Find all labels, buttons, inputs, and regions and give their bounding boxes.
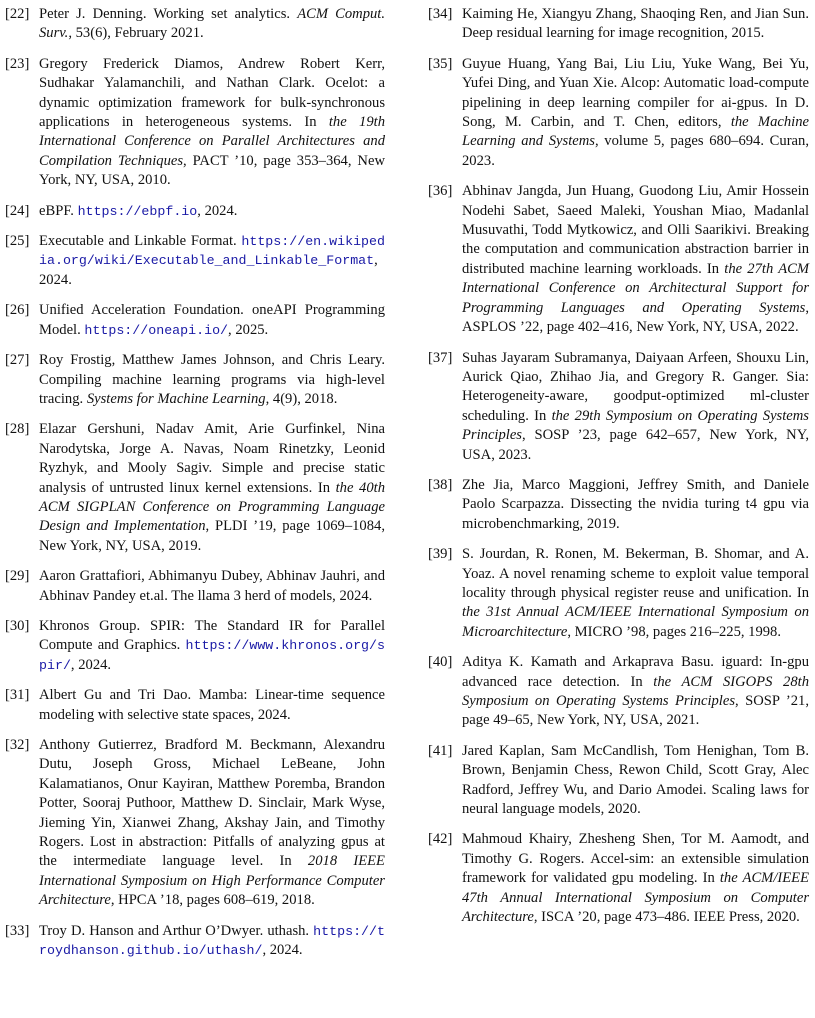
reference-entry xyxy=(5,55,385,191)
reference-number: [33] xyxy=(5,922,30,939)
reference-number: [28] xyxy=(5,421,30,438)
reference-url-link[interactable]: https://www.khronos.org/spir/ xyxy=(39,638,385,673)
reference-number: [41] xyxy=(428,742,453,759)
reference-text: Anthony Gutierrez, Bradford M. Beckmann, Alexandru Dutu, Joseph Gross, Michael LeBeane, John Kalamatianos, Onur Kayiran, Matthew Poremba, Brandon Potter, Sooraj Puthoor, Matthew D. Sinclair, Mark Wyse, Jieming Yin, Xianwei Zhang, Akshay Jain, and Timothy Rogers. Lost in abstraction: Pitfalls of analyzing gpus at the intermediate language level. In 2018 IEEE International Symposium on High Performance Computer Architecture, HPCA ’18, pages 608–619, 2018. xyxy=(39,737,385,909)
reference-entry xyxy=(5,686,385,725)
reference-entry xyxy=(428,742,809,820)
reference-number: [32] xyxy=(5,737,30,753)
reference-url-link[interactable]: https://troydhanson.github.io/uthash/ xyxy=(39,923,385,959)
references-right-column xyxy=(428,5,809,938)
reference-number: [37] xyxy=(428,349,453,366)
reference-number: [22] xyxy=(5,6,30,22)
reference-text: Elazar Gershuni, Nadav Amit, Arie Gurfinkel, Nina Narodytska, Jorge A. Navas, Noam Rinetzky, Leonid Ryzhyk, and Mooly Sagiv. Simple and precise static analysis of untrusted linux kernel extensions. In the 40th ACM SIGPLAN Conference on Programming Language Design and Implementation, PLDI ’19, page 1069–1084, New York, NY, USA, 2019. xyxy=(39,421,385,554)
reference-url-link[interactable]: https://ebpf.io xyxy=(77,203,198,219)
reference-entry xyxy=(5,202,385,221)
reference-entry xyxy=(428,653,809,731)
reference-entry xyxy=(428,545,809,642)
reference-entry xyxy=(5,5,385,44)
reference-url-link[interactable]: https://en.wikipedia.org/wiki/Executable_and_Linkable_Format xyxy=(39,234,385,269)
reference-entry xyxy=(428,476,809,534)
reference-text: Mahmoud Khairy, Zhesheng Shen, Tor M. Aamodt, and Timothy G. Rogers. Accel-sim: an extensible simulation framework for validated gpu modeling. In the ACM/IEEE 47th Annual International Symposium on Computer Architecture, ISCA ’20, page 473–486. IEEE Press, 2020. xyxy=(462,831,809,926)
reference-entry xyxy=(428,830,809,927)
reference-text: Troy D. Hanson and Arthur O’Dwyer. uthash. https://troydhanson.github.io/uthash/, 2024. xyxy=(39,922,385,959)
reference-number: [38] xyxy=(428,476,453,493)
references-left-column xyxy=(5,5,385,971)
reference-number: [40] xyxy=(428,654,453,671)
reference-entry xyxy=(428,182,809,337)
reference-entry xyxy=(428,5,809,44)
reference-number: [36] xyxy=(428,183,453,200)
reference-entry xyxy=(5,351,385,409)
reference-url-link[interactable]: https://oneapi.io/ xyxy=(84,322,229,338)
reference-text: Jared Kaplan, Sam McCandlish, Tom Henighan, Tom B. Brown, Benjamin Chess, Rewon Child, Scott Gray, Alec Radford, Jeffrey Wu, and Dario Amodei. Scaling laws for neural language models, 2020. xyxy=(462,742,809,818)
reference-number: [30] xyxy=(5,617,30,634)
reference-text: Roy Frostig, Matthew James Johnson, and Chris Leary. Compiling machine learning programs via high-level tracing. Systems for Machine Learning, 4(9), 2018. xyxy=(39,352,385,407)
reference-text: S. Jourdan, R. Ronen, M. Bekerman, B. Shomar, and A. Yoaz. A novel renaming scheme to exploit value temporal locality through physical register reuse and unification. In the 31st Annual ACM/IEEE International Symposium on Microarchitecture, MICRO ’98, pages 216–225, 1998. xyxy=(462,546,809,640)
reference-entry xyxy=(5,567,385,606)
reference-number: [29] xyxy=(5,568,30,585)
reference-text: Aditya K. Kamath and Arkaprava Basu. iguard: In-gpu advanced race detection. In the ACM SIGOPS 28th Symposium on Operating Systems Principles, SOSP ’21, page 49–65, New York, NY, USA, 2021. xyxy=(462,654,809,729)
reference-number: [34] xyxy=(428,6,453,22)
reference-text: Gregory Frederick Diamos, Andrew Robert Kerr, Sudhakar Yalamanchili, and Nathan Clark. Ocelot: a dynamic optimization framework for bulk-synchronous applications in heterogeneous systems. In the 19th International Conference on Parallel Architectures and Compilation Techniques, PACT ’10, page 353–364, New York, NY, USA, 2010. xyxy=(39,55,385,189)
reference-number: [24] xyxy=(5,202,30,219)
reference-entry xyxy=(5,922,385,961)
reference-number: [27] xyxy=(5,352,30,369)
reference-entry xyxy=(428,55,809,171)
reference-text: Aaron Grattafiori, Abhimanyu Dubey, Abhinav Jauhri, and Abhinav Pandey et.al. The llama 3 herd of models, 2024. xyxy=(39,568,385,604)
reference-text: Kaiming He, Xiangyu Zhang, Shaoqing Ren, and Jian Sun. Deep residual learning for image recognition, 2015. xyxy=(462,6,809,42)
reference-entry xyxy=(5,301,385,340)
reference-number: [39] xyxy=(428,546,453,563)
reference-entry xyxy=(5,617,385,675)
reference-text: Unified Acceleration Foundation. oneAPI Programming Model. https://oneapi.io/, 2025. xyxy=(39,302,385,338)
reference-text: Suhas Jayaram Subramanya, Daiyaan Arfeen, Shouxu Lin, Aurick Qiao, Zhihao Jia, and Gregory R. Ganger. Sia: Heterogeneity-aware, goodput-optimized ml-cluster scheduling. In the 29th Symposium on Operating Systems Principles, SOSP ’23, page 642–657, New York, NY, USA, 2023. xyxy=(462,349,809,463)
reference-number: [31] xyxy=(5,687,30,704)
reference-number: [25] xyxy=(5,233,30,250)
reference-text: Albert Gu and Tri Dao. Mamba: Linear-time sequence modeling with selective state spaces, 2024. xyxy=(39,687,385,723)
reference-entry xyxy=(428,349,809,465)
reference-number: [42] xyxy=(428,831,453,848)
reference-entry xyxy=(5,420,385,556)
reference-text: Guyue Huang, Yang Bai, Liu Liu, Yuke Wang, Bei Yu, Yufei Ding, and Yuan Xie. Alcop: Automatic load-compute pipelining in deep learning compiler for ai-gpus. In D. Song, M. Carbin, and T. Chen, editors, the Machine Learning and Systems, volume 5, pages 680–694. Curan, 2023. xyxy=(462,55,809,169)
reference-text: Executable and Linkable Format. https://en.wikipedia.org/wiki/Executable_and_Linkable_Format, 2024. xyxy=(39,233,385,288)
reference-text: eBPF. https://ebpf.io, 2024. xyxy=(39,202,238,219)
reference-text: Peter J. Denning. Working set analytics. ACM Comput. Surv., 53(6), February 2021. xyxy=(39,6,385,42)
reference-text: Abhinav Jangda, Jun Huang, Guodong Liu, Amir Hossein Nodehi Sabet, Saeed Maleki, Youshan Miao, Madanlal Musuvathi, Todd Mytkowicz, and Olli Saarikivi. Breaking the computation and communication abstraction barrier in distributed machine learning workloads. In the 27th ACM International Conference on Architectural Support for Programming Languages and Operating Systems, ASPLOS ’22, page 402–416, New York, NY, USA, 2022. xyxy=(462,183,809,336)
reference-number: [26] xyxy=(5,302,30,319)
reference-entry xyxy=(5,232,385,290)
reference-number: [35] xyxy=(428,55,453,72)
reference-text: Zhe Jia, Marco Maggioni, Jeffrey Smith, and Daniele Paolo Scarpazza. Dissecting the nvidia turing t4 gpu via microbenchmarking, 2019. xyxy=(462,476,809,532)
reference-entry xyxy=(5,736,385,911)
reference-text: Khronos Group. SPIR: The Standard IR for Parallel Compute and Graphics. https://www.khronos.org/spir/, 2024. xyxy=(39,617,385,673)
reference-number: [23] xyxy=(5,55,30,72)
